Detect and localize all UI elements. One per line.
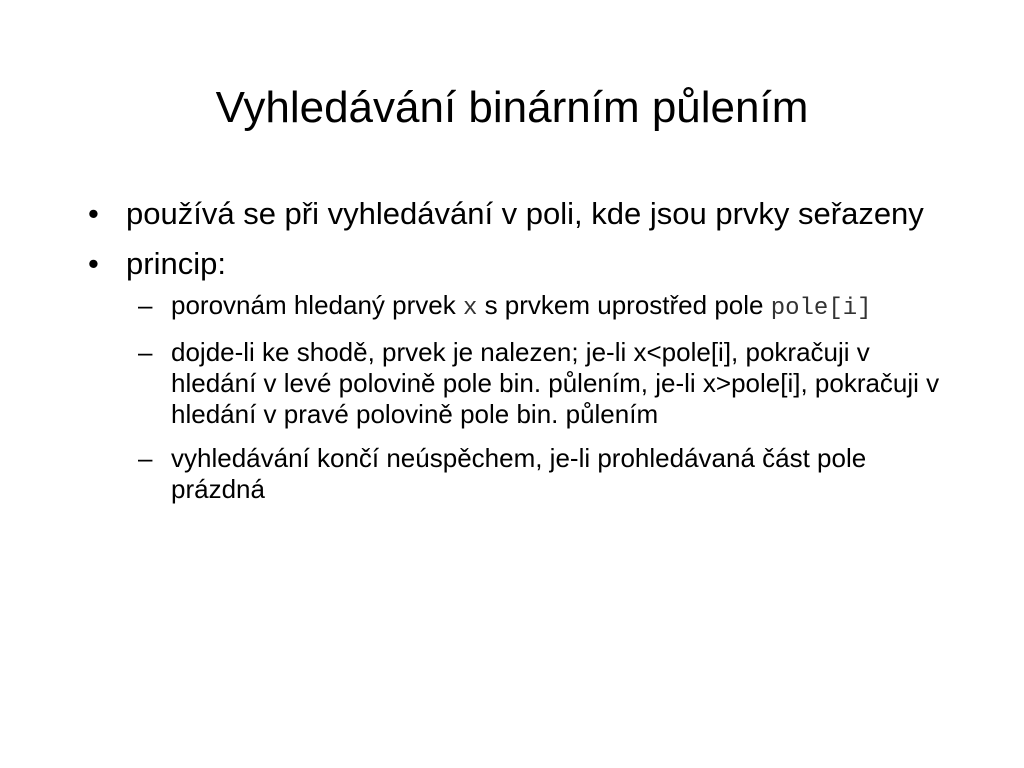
code-inline: pole[i] [770, 295, 872, 322]
bullet-item [88, 196, 948, 232]
dash-marker: – [138, 290, 153, 320]
sub-bullet-item [88, 337, 948, 430]
sub-bullet-list [88, 290, 948, 505]
code-inline: x [462, 295, 478, 322]
slide-title: Vyhledávání binárním půlením [215, 83, 809, 132]
bullet-text: princip: [126, 246, 226, 281]
bullet-marker: • [88, 246, 99, 281]
sub-bullet-item [88, 443, 948, 505]
sub-bullet-text-part: porovnám hledaný prvek [171, 290, 463, 320]
sub-bullet-text: dojde-li ke shodě, prvek je nalezen; je-li x<pole[i], pokračuji v hledání v levé polovině pole bin. půlením, je-li x>pole[i], pokračuji v hledání v pravé polovině pole bin. půlením [171, 337, 940, 429]
dash-marker: – [138, 337, 153, 367]
bullet-marker: • [88, 196, 99, 231]
slide-content [88, 196, 948, 518]
bullet-text: používá se při vyhledávání v poli, kde jsou prvky seřazeny [126, 196, 924, 231]
dash-marker: – [138, 443, 153, 473]
sub-bullet-text-part: s prvkem uprostřed pole [477, 290, 771, 320]
sub-bullet-item [88, 290, 948, 324]
bullet-item [88, 246, 948, 282]
sub-bullet-text: vyhledávání končí neúspěchem, je-li prohledávaná část pole prázdná [171, 443, 867, 504]
